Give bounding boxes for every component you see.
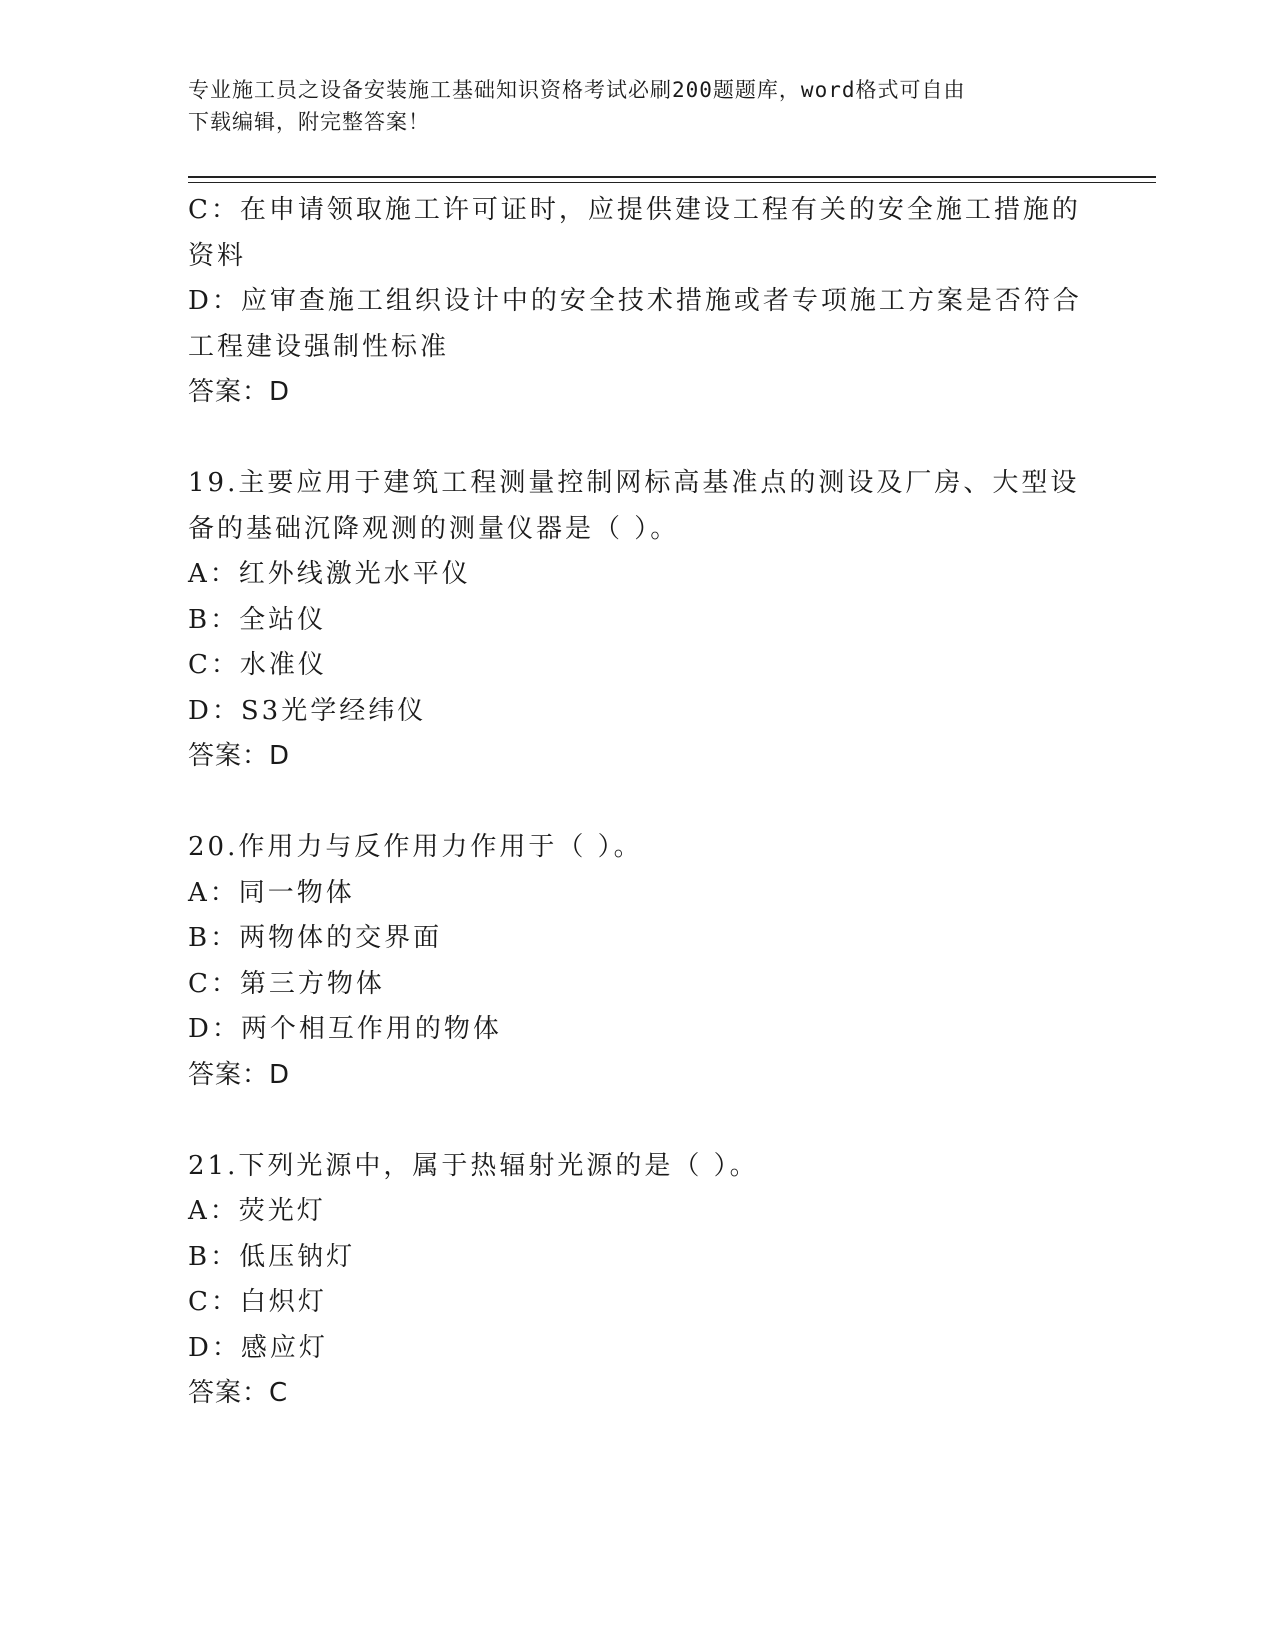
- document-body: [188, 188, 1088, 1417]
- header-line-1: 专业施工员之设备安装施工基础知识资格考试必刷200题题库，word格式可自由: [188, 78, 966, 102]
- question-stem: 21.下列光源中，属于热辐射光源的是（ ）。: [188, 1150, 759, 1181]
- option-d: D：应审查施工组织设计中的安全技术措施或者专项施工方案是否符合: [188, 286, 1082, 316]
- question-continuation: [188, 188, 1088, 416]
- document-header: [188, 74, 1088, 138]
- option-a: A：荧光灯: [188, 1196, 326, 1226]
- option-d: D：两个相互作用的物体: [188, 1014, 502, 1044]
- answer: 答案：D: [188, 741, 291, 771]
- question-stem-cont: 备的基础沉降观测的测量仪器是（ ）。: [188, 513, 680, 544]
- option-c: C：白炽灯: [188, 1287, 327, 1317]
- header-line-2: 下载编辑，附完整答案！: [188, 110, 430, 134]
- question-20: [188, 825, 1088, 1098]
- option-d-cont: 工程建设强制性标准: [188, 331, 450, 362]
- option-c-cont: 资料: [188, 240, 247, 271]
- header-divider-thin: [188, 182, 1156, 183]
- option-c: C：水准仪: [188, 650, 327, 680]
- question-stem: 19.主要应用于建筑工程测量控制网标高基准点的测设及厂房、大型设: [188, 468, 1080, 498]
- option-b: B：低压钠灯: [188, 1241, 356, 1272]
- option-c: C：在申请领取施工许可证时，应提供建设工程有关的安全施工措施的: [188, 195, 1081, 225]
- option-b: B：两物体的交界面: [188, 923, 443, 953]
- answer: 答案：C: [188, 1378, 289, 1408]
- header-divider: [188, 176, 1156, 178]
- option-d: D：S3光学经纬仪: [188, 695, 427, 726]
- question-19: [188, 461, 1088, 780]
- option-a: A：同一物体: [188, 877, 355, 908]
- option-d: D：感应灯: [188, 1332, 328, 1363]
- option-c: C：第三方物体: [188, 968, 385, 999]
- answer: 答案：D: [188, 377, 291, 407]
- question-21: [188, 1144, 1088, 1417]
- answer: 答案：D: [188, 1059, 291, 1090]
- option-b: B：全站仪: [188, 604, 327, 635]
- option-a: A：红外线激光水平仪: [188, 559, 471, 589]
- question-stem: 20.作用力与反作用力作用于（ ）。: [188, 832, 643, 862]
